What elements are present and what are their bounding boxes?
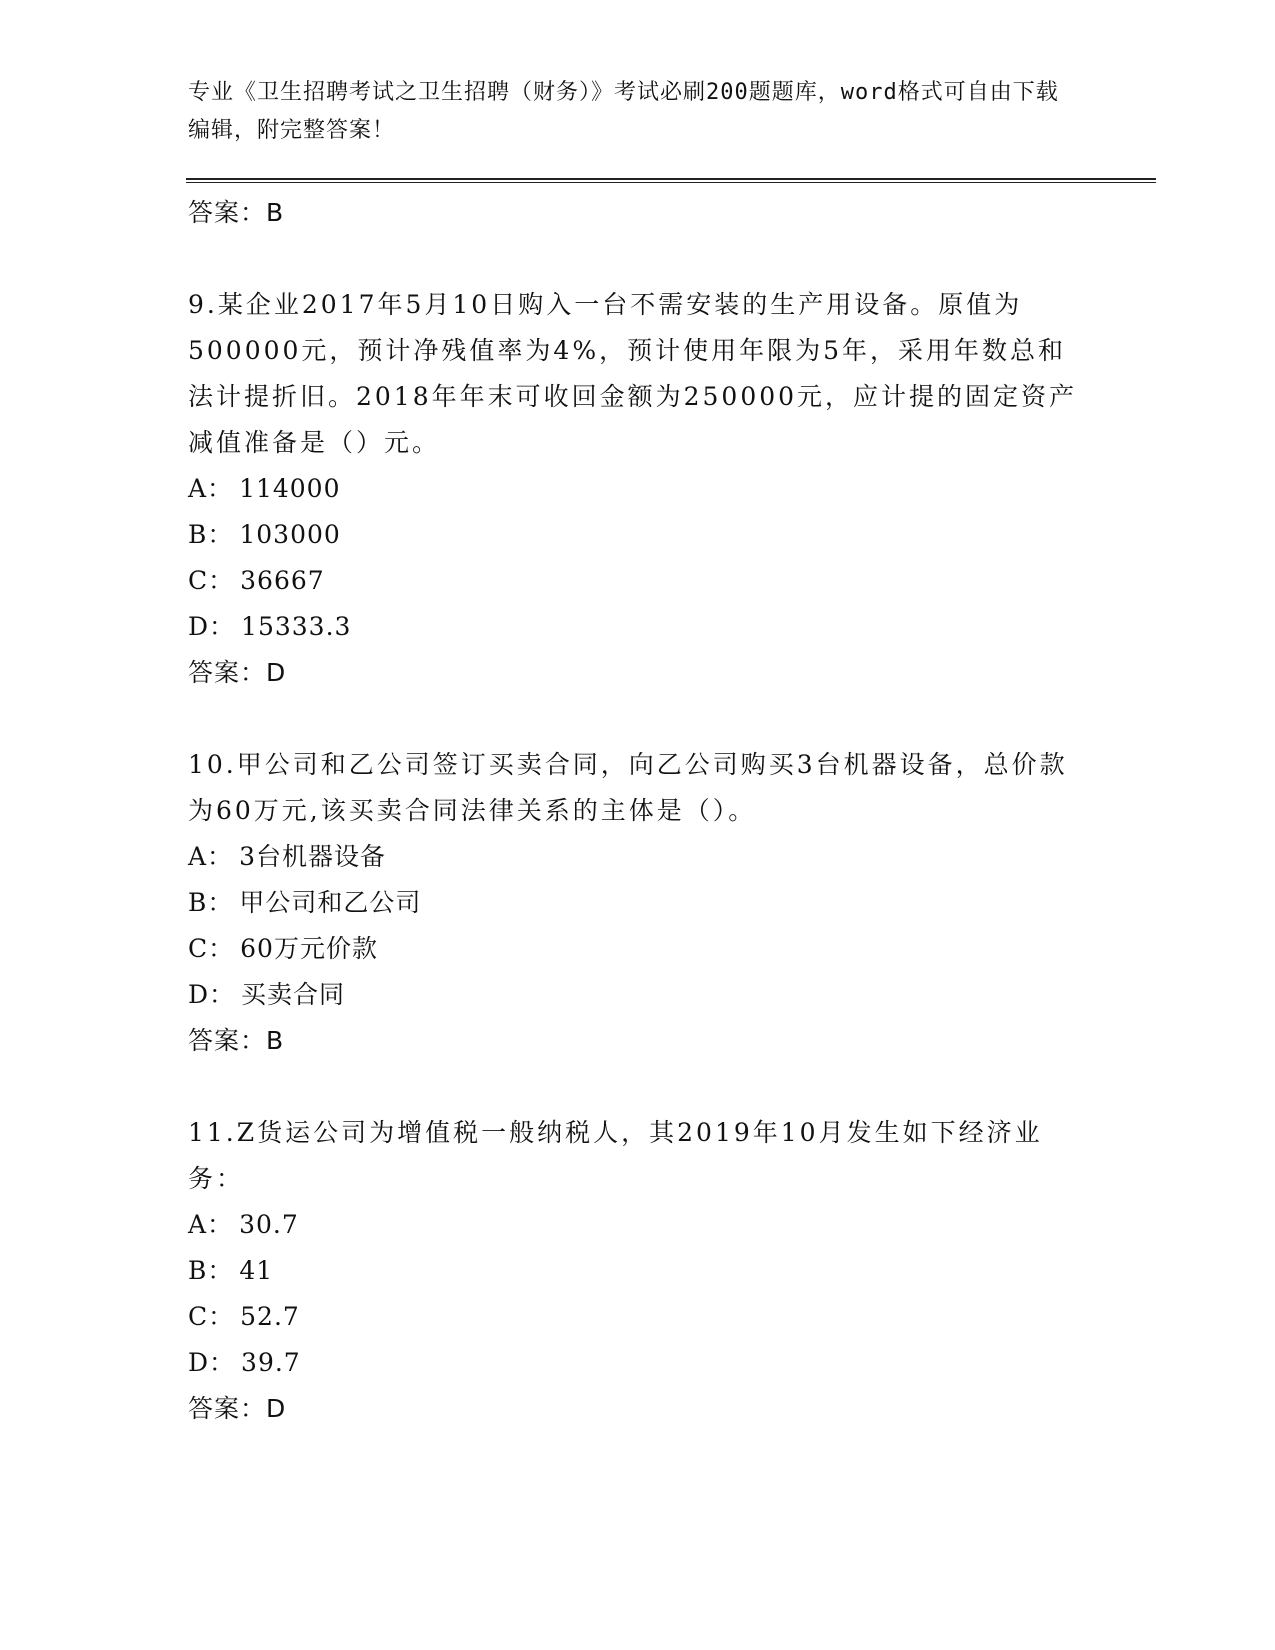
option-letter: D： bbox=[188, 1348, 236, 1377]
question-9 bbox=[188, 282, 1088, 696]
option-letter: D： bbox=[188, 980, 236, 1009]
option-b bbox=[188, 512, 1088, 558]
answer-line: 答案：D bbox=[188, 1394, 287, 1423]
document-header: 专业《卫生招聘考试之卫生招聘（财务）》考试必刷200题题库，word格式可自由下载编辑，附完整答案！ bbox=[188, 80, 1059, 143]
option-letter: C： bbox=[188, 934, 235, 963]
option-letter: B： bbox=[188, 1256, 234, 1285]
option-letter: B： bbox=[188, 888, 234, 917]
option-text: 103000 bbox=[239, 520, 341, 549]
option-text: 3台机器设备 bbox=[239, 842, 386, 871]
question-11 bbox=[188, 1110, 1088, 1432]
option-d bbox=[188, 604, 1088, 650]
option-letter: B： bbox=[188, 520, 234, 549]
option-text: 36667 bbox=[240, 566, 325, 595]
question-text: 9.某企业2017年5月10日购入一台不需安装的生产用设备。原值为500000元，预计净残值率为4%，预计使用年限为5年，采用年数总和法计提折旧。2018年年末可收回金额为250000元，应计提的固定资产减值准备是（）元。 bbox=[188, 290, 1078, 457]
header-divider bbox=[186, 178, 1156, 180]
option-letter: A： bbox=[188, 842, 234, 871]
option-c bbox=[188, 926, 1088, 972]
option-letter: C： bbox=[188, 1302, 235, 1331]
option-letter: C： bbox=[188, 566, 235, 595]
option-letter: A： bbox=[188, 474, 234, 503]
option-text: 60万元价款 bbox=[240, 934, 378, 963]
option-a bbox=[188, 1202, 1088, 1248]
option-d bbox=[188, 1340, 1088, 1386]
option-text: 52.7 bbox=[240, 1302, 300, 1331]
option-c bbox=[188, 1294, 1088, 1340]
option-letter: D： bbox=[188, 612, 236, 641]
option-b bbox=[188, 880, 1088, 926]
question-list bbox=[188, 190, 1088, 1432]
option-text: 15333.3 bbox=[241, 612, 352, 641]
question-text: 11.Z货运公司为增值税一般纳税人，其2019年10月发生如下经济业务： bbox=[188, 1118, 1043, 1193]
answer-line: 答案：D bbox=[188, 658, 287, 687]
option-c bbox=[188, 558, 1088, 604]
header-divider-thin bbox=[186, 182, 1156, 183]
option-text: 114000 bbox=[239, 474, 341, 503]
option-text: 30.7 bbox=[239, 1210, 299, 1239]
answer-line: 答案：B bbox=[188, 1026, 285, 1055]
option-text: 39.7 bbox=[241, 1348, 301, 1377]
option-letter: A： bbox=[188, 1210, 234, 1239]
option-d bbox=[188, 972, 1088, 1018]
answer-line: 答案：B bbox=[188, 198, 285, 227]
question-text: 10.甲公司和乙公司签订买卖合同，向乙公司购买3台机器设备，总价款为60万元,该买卖合同法律关系的主体是（）。 bbox=[188, 750, 1068, 825]
question-10 bbox=[188, 742, 1088, 1064]
option-text: 甲公司和乙公司 bbox=[239, 888, 422, 917]
option-a bbox=[188, 834, 1088, 880]
option-b bbox=[188, 1248, 1088, 1294]
option-text: 41 bbox=[239, 1256, 274, 1285]
option-a bbox=[188, 466, 1088, 512]
option-text: 买卖合同 bbox=[241, 980, 346, 1009]
